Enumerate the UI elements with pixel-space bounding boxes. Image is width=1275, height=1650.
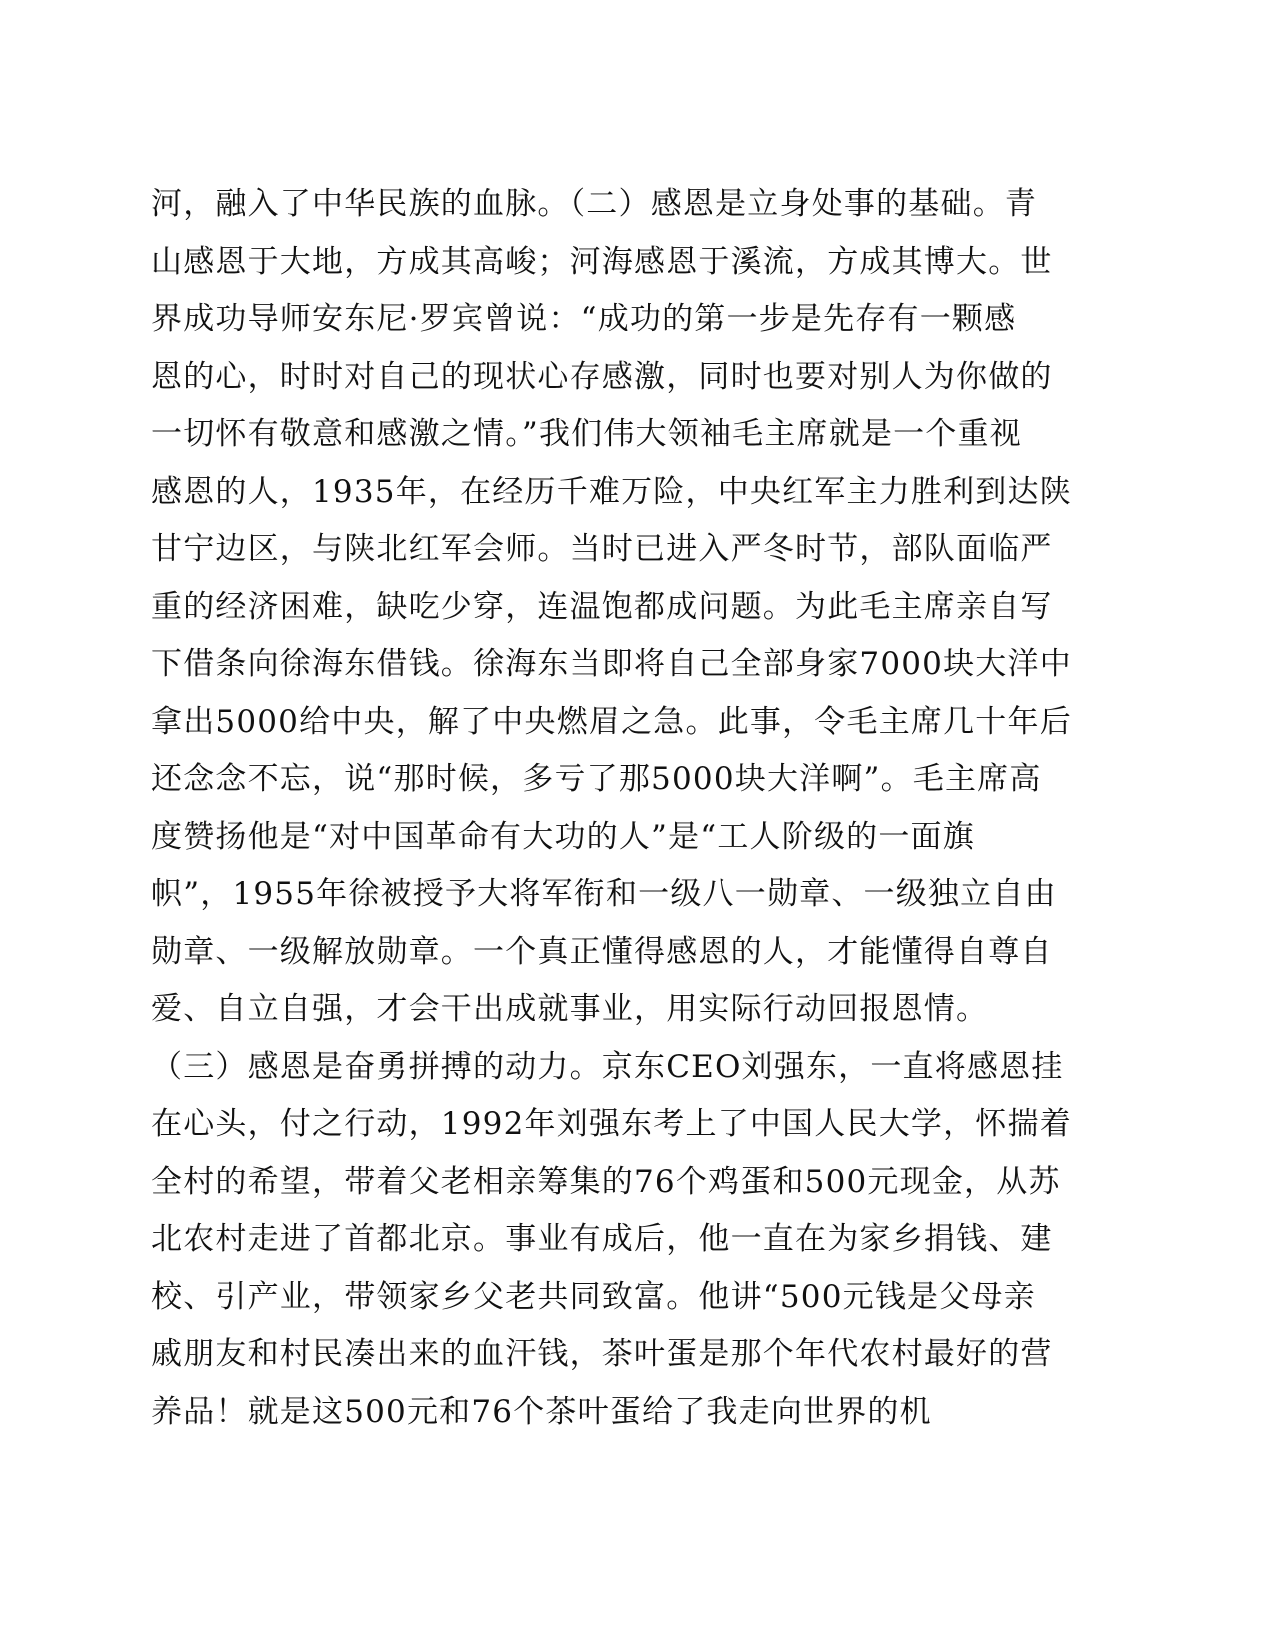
text-line-20: 校、引产业，带领家乡父老共同致富。他讲“500元钱是父母亲 [151,1278,1036,1315]
text-line-18: 全村的希望，带着父老相亲筹集的76个鸡蛋和500元现金，从苏 [151,1163,1061,1200]
text-line-13: 帜”，1955年徐被授予大将军衔和一级八一勋章、一级独立自由 [151,876,1057,912]
text-line-6: 感恩的人，1935年，在经历千难万险，中央红军主力胜利到达陕 [151,473,1072,510]
text-line-17: 在心头，付之行动，1992年刘强东考上了中国人民大学，怀揣着 [151,1106,1072,1142]
text-line-10: 拿出5000给中央，解了中央燃眉之急。此事，令毛主席几十年后 [151,703,1072,740]
text-line-3: 界成功导师安东尼·罗宾曾说：“成功的第一步是先存有一颗感 [151,301,1017,337]
text-line-4: 恩的心，时时对自己的现状心存感激，同时也要对别人为你做的 [151,358,1053,395]
text-line-15: 爱、自立自强，才会干出成就事业，用实际行动回报恩情。 [151,991,989,1027]
text-line-5: 一切怀有敬意和感激之情。”我们伟大领袖毛主席就是一个重视 [151,416,1022,452]
body-text [151,176,1151,1441]
text-line-12: 度赞扬他是“对中国革命有大功的人”是“工人阶级的一面旗 [151,818,975,855]
text-line-22: 养品！就是这500元和76个茶叶蛋给了我走向世界的机 [151,1393,932,1430]
text-line-2: 山感恩于大地，方成其高峻；河海感恩于溪流，方成其博大。世 [151,243,1053,280]
text-line-21: 戚朋友和村民凑出来的血汗钱，茶叶蛋是那个年代农村最好的营 [151,1336,1053,1372]
text-line-1: 河，融入了中华民族的血脉。（二）感恩是立身处事的基础。青 [151,186,1038,222]
text-line-14: 勋章、一级解放勋章。一个真正懂得感恩的人，才能懂得自尊自 [151,933,1053,970]
text-line-8: 重的经济困难，缺吃少穿，连温饱都成问题。为此毛主席亲自写 [151,588,1053,625]
text-line-11: 还念念不忘，说“那时候，多亏了那5000块大洋啊”。毛主席高 [151,761,1042,797]
text-line-16: （三）感恩是奋勇拼搏的动力。京东CEO刘强东，一直将感恩挂 [151,1048,1064,1085]
text-line-19: 北农村走进了首都北京。事业有成后，他一直在为家乡捐钱、建 [151,1221,1053,1257]
text-line-7: 甘宁边区，与陕北红军会师。当时已进入严冬时节，部队面临严 [151,531,1053,567]
text-line-9: 下借条向徐海东借钱。徐海东当即将自己全部身家7000块大洋中 [151,646,1072,682]
